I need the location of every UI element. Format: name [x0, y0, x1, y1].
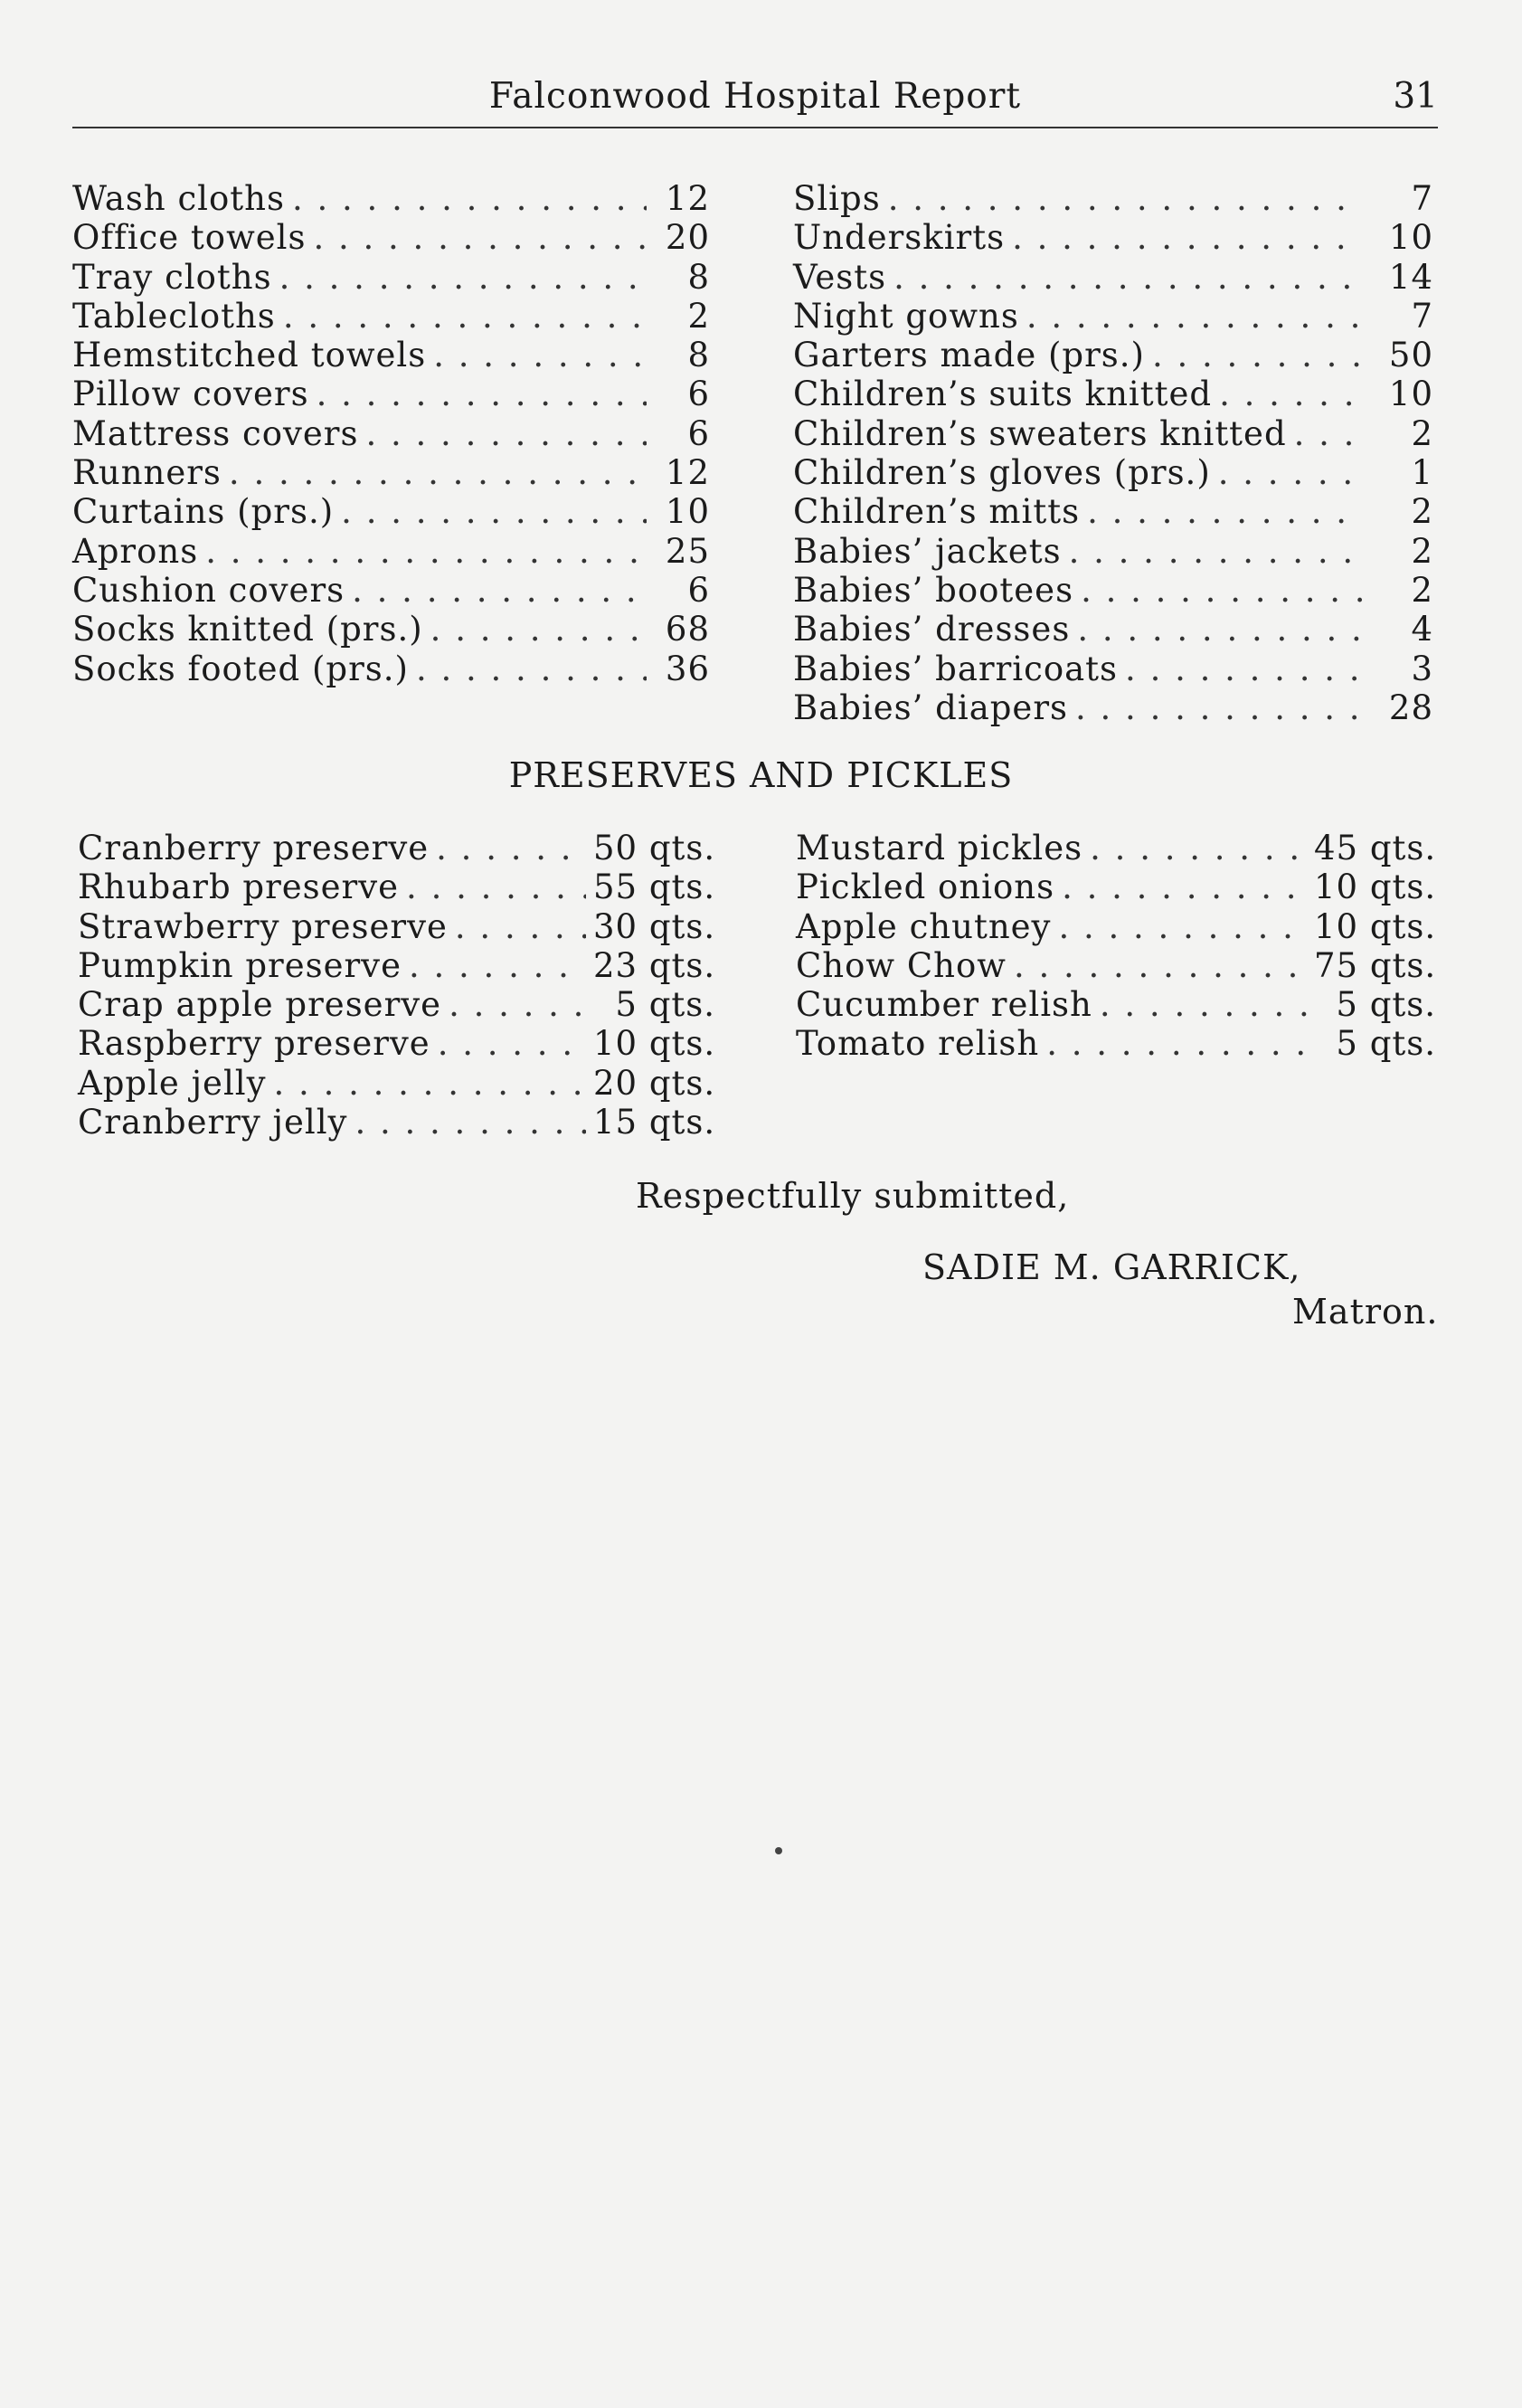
item-label: Babies’ dresses [793, 610, 1071, 649]
item-label: Babies’ bootees [793, 570, 1074, 610]
preserves-list [78, 829, 715, 1142]
list-item [72, 571, 710, 610]
item-count: 2 [1411, 492, 1433, 532]
item-count: 6 [687, 570, 710, 610]
item-quantity: 20 qts. [593, 1063, 716, 1103]
item-label: Vests [793, 257, 887, 297]
list-item [72, 610, 710, 649]
leader-dots [1218, 453, 1363, 492]
item-label: Tablecloths [72, 296, 276, 336]
item-label: Slips [793, 179, 881, 218]
item-label: Pillow covers [72, 374, 309, 414]
leader-dots [1062, 867, 1307, 906]
leader-dots [1090, 829, 1307, 867]
signer-name: SADIE M. GARRICK, [922, 1247, 1301, 1287]
list-item [72, 336, 710, 374]
item-quantity: 5 qts. [1336, 1024, 1436, 1064]
leader-dots [1069, 532, 1363, 571]
list-item [78, 1103, 715, 1142]
list-item [793, 374, 1433, 413]
leader-dots [1294, 414, 1363, 453]
item-label: Aprons [72, 531, 199, 571]
item-count: 28 [1388, 687, 1433, 727]
ink-speck [775, 1847, 782, 1854]
leader-dots [1219, 374, 1363, 413]
item-label: Curtains (prs.) [72, 492, 335, 532]
item-label: Cranberry jelly [78, 1103, 348, 1142]
item-count: 3 [1411, 649, 1433, 688]
item-label: Office towels [72, 218, 307, 258]
item-label: Night gowns [793, 296, 1019, 336]
item-label: Rhubarb preserve [78, 867, 400, 907]
item-label: Garters made (prs.) [793, 336, 1145, 375]
item-label: Apple jelly [78, 1063, 267, 1103]
leader-dots [283, 297, 647, 336]
item-label: Cushion covers [72, 570, 345, 610]
item-label: Socks footed (prs.) [72, 649, 409, 688]
list-item [78, 985, 715, 1024]
list-item [796, 946, 1436, 985]
item-count: 2 [687, 296, 710, 336]
item-label: Crap apple preserve [78, 985, 442, 1025]
leader-dots [433, 336, 647, 374]
item-count: 4 [1411, 610, 1433, 649]
item-label: Mustard pickles [796, 829, 1083, 867]
leader-dots [365, 414, 647, 453]
item-label: Children’s sweaters knitted [793, 413, 1287, 453]
list-item [72, 297, 710, 336]
leader-dots [1026, 297, 1363, 336]
list-item [72, 649, 710, 688]
list-item [793, 336, 1433, 374]
leader-dots [455, 907, 586, 946]
item-label: Runners [72, 453, 222, 493]
leader-dots [888, 179, 1363, 218]
leader-dots [279, 258, 647, 297]
list-item [796, 985, 1436, 1024]
item-count: 10 [1388, 374, 1433, 414]
signer-title: Matron. [1292, 1292, 1439, 1332]
leader-dots [1058, 907, 1307, 946]
leader-dots [1077, 610, 1363, 649]
list-item [72, 492, 710, 531]
item-count: 12 [665, 179, 710, 218]
item-quantity: 45 qts. [1314, 829, 1437, 867]
leader-dots [341, 492, 647, 531]
list-item [793, 649, 1433, 688]
leader-dots [1152, 336, 1363, 374]
list-item [72, 258, 710, 297]
list-item [793, 688, 1433, 727]
list-item [72, 374, 710, 413]
item-quantity: 23 qts. [593, 945, 716, 985]
page-header [72, 76, 1438, 128]
leader-dots [438, 1024, 586, 1063]
item-quantity: 5 qts. [1336, 985, 1436, 1025]
list-item [78, 946, 715, 985]
pickles-list [796, 829, 1436, 1064]
leader-dots [1075, 688, 1363, 727]
leader-dots [1100, 985, 1307, 1024]
list-item [72, 453, 710, 492]
item-count: 14 [1388, 257, 1433, 297]
list-item [793, 218, 1433, 257]
list-item [78, 1064, 715, 1103]
leader-dots [406, 867, 586, 906]
list-item [793, 179, 1433, 218]
section-heading: PRESERVES AND PICKLES [508, 755, 1014, 795]
list-item [72, 414, 710, 453]
item-label: Tomato relish [796, 1024, 1040, 1064]
leader-dots [449, 985, 586, 1024]
item-label: Underskirts [793, 218, 1006, 258]
item-label: Babies’ jackets [793, 531, 1062, 571]
item-quantity: 55 qts. [593, 867, 716, 907]
leader-dots [1014, 946, 1307, 985]
item-count: 7 [1411, 296, 1433, 336]
linens-list-right [793, 179, 1433, 727]
leader-dots [313, 218, 647, 257]
leader-dots [893, 258, 1363, 297]
list-item [793, 492, 1433, 531]
item-label: Wash cloths [72, 179, 285, 218]
item-count: 25 [665, 531, 710, 571]
leader-dots [274, 1064, 586, 1103]
item-count: 1 [1411, 453, 1433, 493]
leader-dots [436, 829, 586, 867]
item-quantity: 30 qts. [593, 906, 716, 946]
item-quantity: 10 qts. [1314, 867, 1437, 907]
leader-dots [229, 453, 647, 492]
item-label: Pickled onions [796, 867, 1055, 907]
closing-line: Respectfully submitted, [636, 1176, 1070, 1216]
item-quantity: 5 qts. [615, 985, 715, 1025]
item-count: 68 [665, 610, 710, 649]
list-item [793, 258, 1433, 297]
item-label: Children’s suits knitted [793, 374, 1213, 414]
leader-dots [1046, 1024, 1307, 1063]
linens-list-left [72, 179, 710, 688]
item-quantity: 50 qts. [593, 829, 716, 867]
item-label: Babies’ diapers [793, 687, 1069, 727]
list-item [793, 453, 1433, 492]
item-count: 2 [1411, 531, 1433, 571]
item-count: 50 [1388, 336, 1433, 375]
leader-dots [1087, 492, 1363, 531]
list-item [796, 867, 1436, 906]
list-item [78, 867, 715, 906]
running-title: Falconwood Hospital Report [488, 76, 1022, 117]
list-item [793, 297, 1433, 336]
list-item [796, 907, 1436, 946]
item-label: Cucumber relish [796, 985, 1092, 1025]
item-label: Pumpkin preserve [78, 945, 402, 985]
leader-dots [292, 179, 647, 218]
leader-dots [317, 374, 647, 413]
item-label: Raspberry preserve [78, 1024, 430, 1064]
item-count: 8 [687, 336, 710, 375]
item-quantity: 10 qts. [593, 1024, 716, 1064]
item-count: 20 [665, 218, 710, 258]
list-item [72, 532, 710, 571]
page-number: 31 [1393, 76, 1438, 117]
item-count: 2 [1411, 413, 1433, 453]
item-label: Children’s gloves (prs.) [793, 453, 1211, 493]
item-label: Strawberry preserve [78, 906, 448, 946]
list-item [796, 829, 1436, 867]
item-count: 2 [1411, 570, 1433, 610]
item-quantity: 15 qts. [593, 1103, 716, 1142]
list-item [793, 610, 1433, 649]
item-count: 6 [687, 413, 710, 453]
item-count: 6 [687, 374, 710, 414]
leader-dots [409, 946, 586, 985]
list-item [796, 1024, 1436, 1063]
item-count: 7 [1411, 179, 1433, 218]
leader-dots [1081, 571, 1363, 610]
leader-dots [355, 1103, 586, 1142]
list-item [793, 571, 1433, 610]
item-count: 10 [665, 492, 710, 532]
item-label: Hemstitched towels [72, 336, 427, 375]
leader-dots [352, 571, 647, 610]
item-label: Chow Chow [796, 945, 1007, 985]
list-item [793, 532, 1433, 571]
item-label: Socks knitted (prs.) [72, 610, 423, 649]
leader-dots [1125, 649, 1363, 688]
item-label: Mattress covers [72, 413, 359, 453]
item-label: Apple chutney [796, 906, 1052, 946]
leader-dots [416, 649, 647, 688]
item-count: 36 [665, 649, 710, 688]
leader-dots [205, 532, 647, 571]
leader-dots [1012, 218, 1363, 257]
list-item [793, 414, 1433, 453]
list-item [72, 218, 710, 257]
item-count: 8 [687, 257, 710, 297]
item-quantity: 75 qts. [1314, 945, 1437, 985]
list-item [78, 1024, 715, 1063]
list-item [78, 907, 715, 946]
item-label: Tray cloths [72, 257, 272, 297]
item-quantity: 10 qts. [1314, 906, 1437, 946]
list-item [72, 179, 710, 218]
item-count: 10 [1388, 218, 1433, 258]
list-item [78, 829, 715, 867]
item-count: 12 [665, 453, 710, 493]
item-label: Babies’ barricoats [793, 649, 1119, 688]
leader-dots [430, 610, 647, 649]
item-label: Children’s mitts [793, 492, 1081, 532]
item-label: Cranberry preserve [78, 829, 430, 867]
